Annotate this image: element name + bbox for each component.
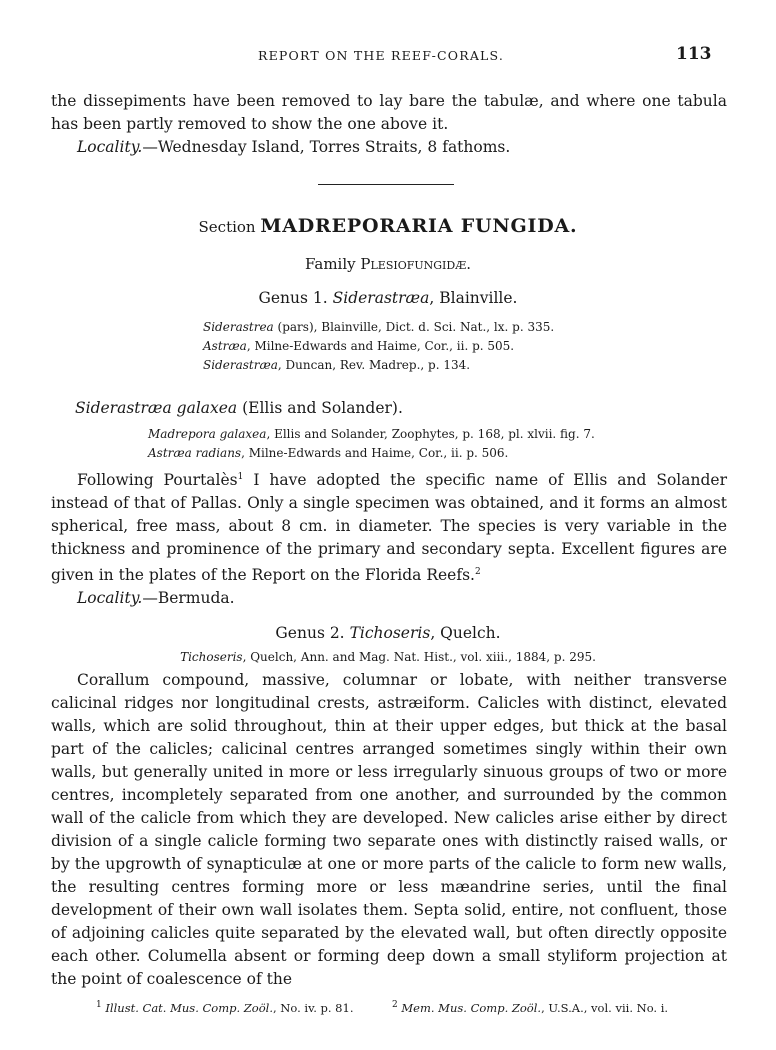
synonym-name: Siderastrea [203,320,274,334]
genus-2-heading [0,624,776,642]
species-synonymy [148,425,595,463]
footnote-1-source: Illust. Cat. Mus. Comp. Zoöl. [105,1000,273,1015]
synonym-name: Astræa [203,339,247,353]
genus-1-synonymy [203,318,554,375]
locality-text: —Wednesday Island, Torres Straits, 8 fathoms. [142,138,511,156]
page-number: 113 [676,44,712,64]
species-paragraph-part-a: Following Pourtalès [77,471,238,490]
synonym-line [0,648,776,667]
species-name: Siderastræa galaxea [75,399,238,417]
footnotes [96,1000,736,1015]
section-divider [318,184,454,185]
footnote-2 [392,1000,668,1015]
footnote-1-number: 1 [96,1000,102,1010]
synonym-ref: , Milne-Edwards and Haime, Cor., ii. p. 506. [241,446,509,460]
locality-label: Locality. [77,138,143,156]
species-paragraph-part-b: I have adopted the specific name of Ellis and Solander instead of that of Pallas. Only a single specimen was obtained, and it forms an almost spherical, free mass, about 8 cm. in diameter. The species is very variable in the thickness and prominence of the primary and secondary septa. Excellent figures are given in the plates of the Report on the Florida Reefs. [51,471,727,585]
footnote-ref-1: 1 [237,472,244,482]
genus-1-author: , Blainville. [429,289,518,307]
genus-1-heading [0,289,776,307]
continuation-paragraph: the dissepiments have been removed to lay bare the tabulæ, and where one tabula has been partly removed to show the one above it. [51,92,727,133]
synonym-name: Madrepora galaxea [148,427,267,441]
footnote-2-number: 2 [392,1000,398,1010]
family-heading [0,255,776,273]
locality-line-2 [51,587,727,610]
synonym-ref: , Quelch, Ann. and Mag. Nat. Hist., vol. xiii., 1884, p. 295. [242,650,596,664]
locality-line-1 [51,136,727,159]
family-prefix: Family [305,255,356,273]
family-name: Plesiofungidæ. [360,255,471,273]
genus-2-description: Corallum compound, massive, columnar or lobate, with neither transverse calicinal ridges nor longitudinal crests, astræiform. Calicles with distinct, elevated walls, which are solid throughout, thin at their upper edges, but thick at the basal part of the calicles; calicinal centres arranged sometimes singly within their own walls, but generally united in more or less irregularly sinuous groups of two or more centres, incompletely separated from one another, and surrounded by the common wall of the calicle from which they are developed. New calicles arise either by direct division of a single calicle forming two separate ones with distinctly raised walls, or by the upgrowth of synapticulæ at one or more parts of the calicle to form new walls, the resulting centres forming more or less mæandrine series, until the final development of their own wall isolates them. Septa solid, entire, not confluent, those of adjoining calicles quite separated by the elevated wall, but often directly opposite each other. Columella absent or forming deep down a small styliform projection at the point of coalescence of the [51,671,727,988]
genus-2-name: Tichoseris [349,624,431,642]
genus-1-prefix: Genus 1. [258,289,328,307]
synonym-line [148,444,595,463]
footnote-1-rest: , No. iv. p. 81. [272,1000,354,1015]
section-title: MADREPORARIA FUNGIDA. [260,215,578,237]
species-heading [75,399,403,417]
locality-label: Locality. [77,589,143,608]
top-paragraph-block [51,90,727,159]
footnote-1 [96,1001,353,1015]
synonym-ref: , Milne-Edwards and Haime, Cor., ii. p. 505. [246,339,515,353]
locality-text: —Bermuda. [142,589,235,608]
genus-1-name: Siderastræa [332,289,430,307]
genus-2-author: , Quelch. [430,624,501,642]
synonym-ref: (pars), Blainville, Dict. d. Sci. Nat., lx. p. 335. [273,320,555,334]
genus-2-prefix: Genus 2. [275,624,345,642]
footnote-2-rest: , U.S.A., vol. vii. No. i. [541,1000,669,1015]
synonym-line [203,318,554,337]
species-paragraph [51,466,727,587]
synonym-name: Astræa radians [148,446,242,460]
synonym-ref: , Ellis and Solander, Zoophytes, p. 168, pl. xlvii. fig. 7. [266,427,595,441]
section-prefix: Section [198,218,256,236]
species-paragraph-block [51,466,727,610]
synonym-line [148,425,595,444]
section-heading [0,215,776,237]
running-title: REPORT ON THE REEF-CORALS. [258,48,505,63]
genus-2-description-block [51,669,727,991]
synonym-name: Tichoseris [180,650,243,664]
synonym-line [203,337,554,356]
synonym-ref: , Duncan, Rev. Madrep., p. 134. [277,358,471,372]
species-author: (Ellis and Solander). [237,399,403,417]
synonym-line [203,356,554,375]
synonym-name: Siderastræa [203,358,278,372]
genus-2-synonymy [0,648,776,667]
footnote-ref-2: 2 [474,567,481,578]
footnote-2-source: Mem. Mus. Comp. Zoöl. [401,1000,542,1015]
